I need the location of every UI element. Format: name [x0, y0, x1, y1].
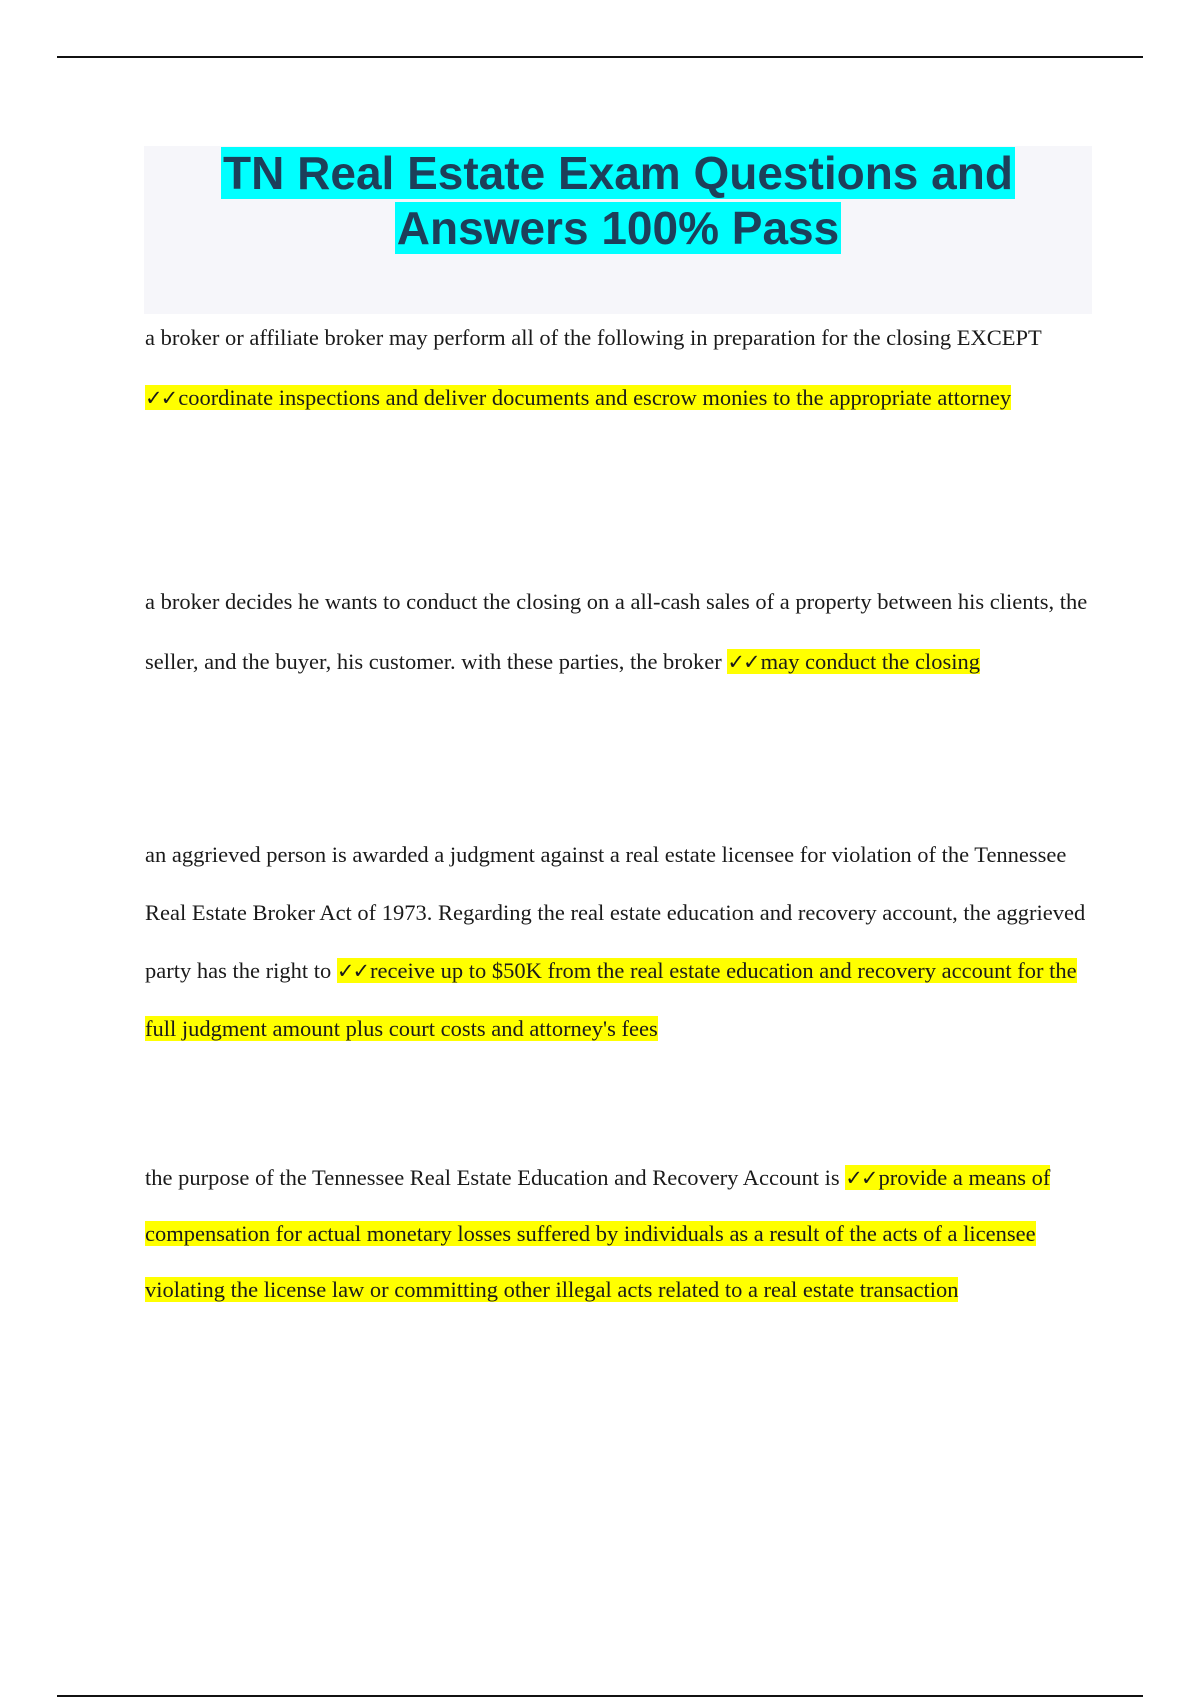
check-mark-icon: ✓✓ — [727, 650, 759, 674]
question-text: an aggrieved person is awarded a judgment against a real estate licensee for violation of the Tennessee Real Estate Broker Act of 1973. Regarding the real estate education and recovery account, the aggrieved party has the right to — [145, 842, 1086, 983]
check-mark-icon: ✓✓ — [336, 959, 369, 983]
check-mark-icon: ✓✓ — [145, 386, 177, 410]
answer-highlight — [145, 385, 1011, 410]
title-line-2: Answers 100% Pass — [396, 202, 840, 254]
answer-text: may conduct the closing — [760, 649, 980, 674]
question-text: a broker or affiliate broker may perform all of the following in preparation for the closing EXCEPT — [145, 325, 1042, 350]
answer-text: coordinate inspections and deliver documents and escrow monies to the appropriate attorney — [178, 385, 1012, 410]
question-text: a broker decides he wants to conduct the closing on a all-cash sales of a property between his clients, the seller, and the buyer, his customer. with these parties, the broker — [145, 589, 1088, 674]
footer-rule — [57, 1695, 1143, 1697]
document-title — [144, 146, 1092, 256]
answer-text: provide a means of compensation for actual monetary losses suffered by individuals as a result of the acts of a licensee violating the license law or committing other illegal acts related to a real estate transaction — [145, 1165, 1051, 1302]
check-mark-icon: ✓✓ — [845, 1166, 877, 1190]
answer-highlight — [727, 649, 980, 674]
title-block — [144, 146, 1092, 314]
question-text: the purpose of the Tennessee Real Estate Education and Recovery Account is — [145, 1165, 846, 1190]
header-rule — [57, 56, 1143, 58]
answer-text: receive up to $50K from the real estate education and recovery account for the full judgment amount plus court costs and attorney's fees — [145, 958, 1077, 1041]
qa-item-4 — [145, 1150, 1095, 1318]
qa-item-1 — [145, 308, 1095, 428]
qa-item-3 — [145, 826, 1095, 1058]
qa-item-2 — [145, 572, 1095, 692]
title-line-1: TN Real Estate Exam Questions and — [223, 147, 1013, 199]
